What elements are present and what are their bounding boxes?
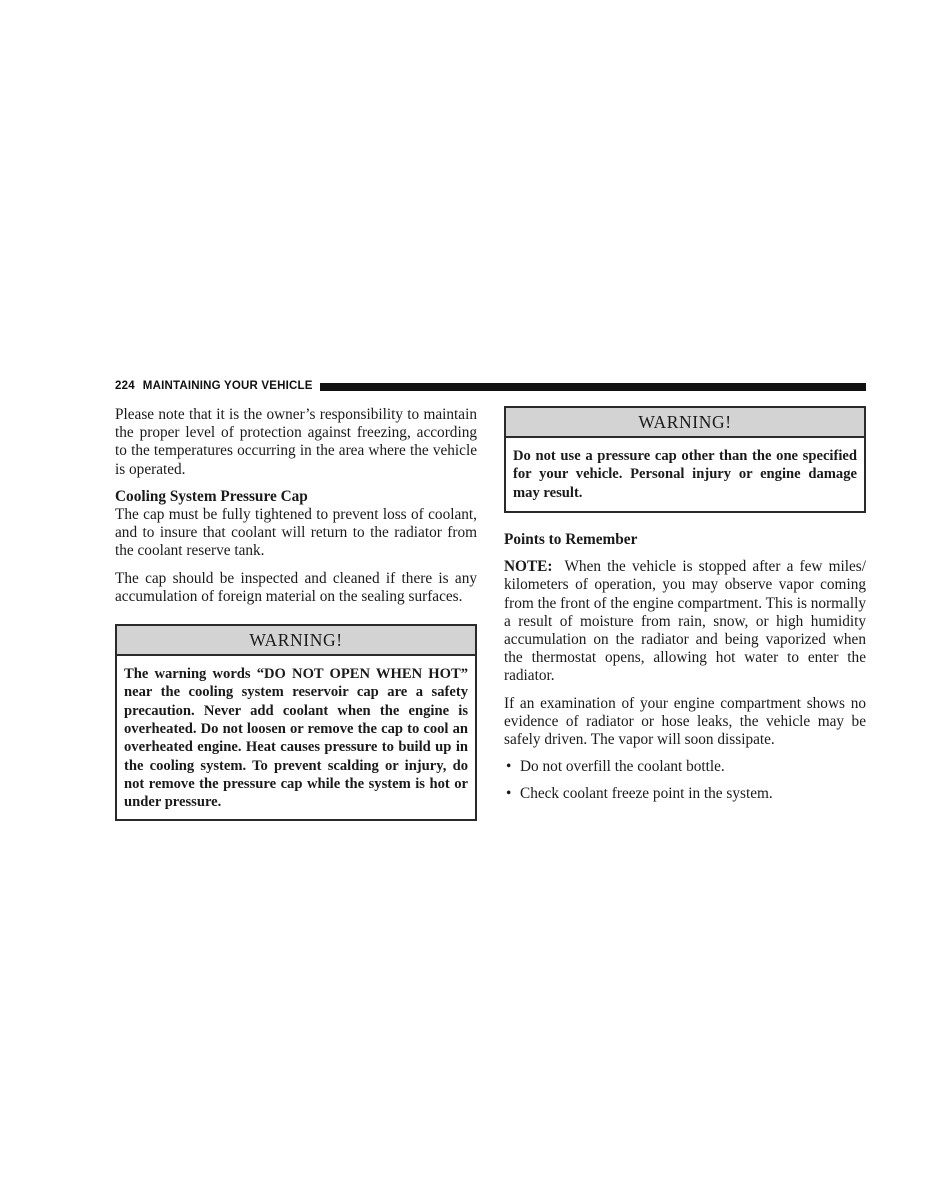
- bullet-list: [504, 758, 866, 803]
- intro-paragraph: Please note that it is the owner’s responsibility to maintain the proper level of protection against freezing, according to the temperatures occurring in the area where the vehicle is operated.: [115, 406, 477, 478]
- cap-heading: Cooling System Pressure Cap: [115, 487, 308, 505]
- warning-title: WARNING!: [117, 626, 475, 656]
- bullet-icon: •: [506, 758, 512, 776]
- list-item: [504, 758, 866, 776]
- cap-paragraph-1: The cap must be fully tightened to prevent loss of coolant, and to insure that coolant will return to the radiator from the coolant reserve tank.: [115, 506, 477, 560]
- warning-body: The warning words “DO NOT OPEN WHEN HOT” near the cooling system reservoir cap are a safety precaution. Never add coolant when the engine is overheated. Do not loosen or remove the cap to cool an overheated engine. Heat causes pressure to build up in the cooling system. To prevent scalding or injury, do not remove the pressure cap while the system is hot or under pressure.: [124, 666, 468, 811]
- list-item-text: Do not overfill the coolant bottle.: [520, 758, 725, 776]
- section-title: MAINTAINING YOUR VEHICLE: [142, 380, 313, 392]
- list-item: [504, 785, 866, 803]
- warning-box-pressure-cap: [504, 406, 866, 513]
- note-label: NOTE:: [504, 558, 553, 576]
- bullet-icon: •: [506, 785, 512, 803]
- right-column: [504, 406, 866, 813]
- page-number: 224: [115, 380, 135, 392]
- points-heading: Points to Remember: [504, 530, 638, 548]
- note-paragraph: [504, 558, 866, 685]
- page-header: [115, 378, 866, 394]
- cap-paragraph-2: The cap should be inspected and cleaned if there is any accumulation of foreign material on the sealing surfaces.: [115, 569, 477, 605]
- warning-box-reservoir-cap: [115, 624, 477, 821]
- warning-title: WARNING!: [506, 408, 864, 438]
- note-text: When the vehicle is stopped after a few miles/ kilometers of operation, you may observe vapor coming from the front of the engine compartment. This is normally a result of moisture from rain, snow, or high humidity accumulation on the radiator and being vaporized when the thermostat opens, allowing hot water to enter the radiator.: [504, 558, 866, 685]
- list-item-text: Check coolant freeze point in the system.: [520, 785, 773, 803]
- header-rule: [320, 383, 866, 391]
- warning-body: Do not use a pressure cap other than the one specified for your vehicle. Personal injury or engine damage may result.: [513, 448, 857, 501]
- left-column: [115, 406, 477, 821]
- exam-paragraph: If an examination of your engine compartment shows no evidence of radiator or hose leaks, the vehicle may be safely driven. The vapor will soon dissipate.: [504, 694, 866, 748]
